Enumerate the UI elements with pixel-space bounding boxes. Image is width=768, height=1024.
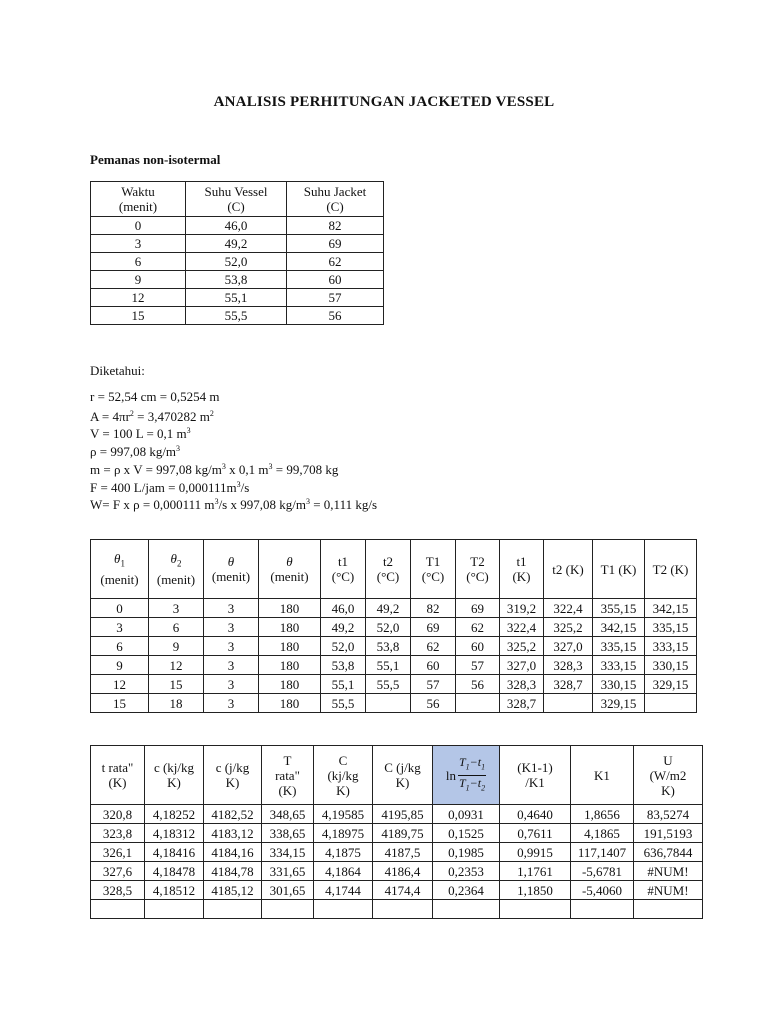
column-header: θ (menit) [204,540,259,599]
table-cell: 18 [149,694,204,713]
table-cell: 3 [149,599,204,618]
table-cell: 69 [287,235,384,253]
table-cell: 327,0 [544,637,593,656]
table-cell: 15 [91,307,186,325]
table-cell: 342,15 [645,599,697,618]
table-cell: 0,2364 [433,881,500,900]
table-cell: 327,0 [500,656,544,675]
table-cell: 0,4640 [500,805,571,824]
table-cell: 320,8 [91,805,145,824]
table-cell: 4183,12 [204,824,262,843]
column-header: T2 (°C) [456,540,500,599]
table-cell: 3 [91,235,186,253]
known-line-rho: ρ = 997,08 $kg/m^3$ [90,444,181,459]
table-cell [645,694,697,713]
column-header: t rata" (K) [91,746,145,805]
table-cell: -5,6781 [571,862,634,881]
table-cell: 180 [259,599,321,618]
column-header: θ (menit) [259,540,321,599]
table-cell: 326,1 [91,843,145,862]
table-cell: 348,65 [262,805,314,824]
table-cell: 328,7 [544,675,593,694]
table-cell: 49,2 [186,235,287,253]
table-cell: 4186,4 [373,862,433,881]
table-cell: 327,6 [91,862,145,881]
table-cell: 55,1 [366,656,411,675]
table-cell: 3 [204,599,259,618]
table-cell: 180 [259,637,321,656]
table-cell: 335,15 [645,618,697,637]
known-line-w: W= F x ρ = 0,000111 $m^3/s$ x 997,08 $kg/m^3 = 0,111$ kg/s [90,497,378,512]
table-cell: 57 [456,656,500,675]
table-cell: 12 [149,656,204,675]
table-cell: 636,7844 [634,843,703,862]
table-row [91,289,384,307]
table-row [91,900,703,919]
known-line-v: V = 100 L = 0,1 $m^3$ [90,426,191,441]
table-cell [91,900,145,919]
column-header: U (W/m2 K) [634,746,703,805]
table-cell: 117,1407 [571,843,634,862]
column-header: c (kj/kg K) [145,746,204,805]
table-cell: 325,2 [544,618,593,637]
table-cell: 62 [411,637,456,656]
table-cell: 331,65 [262,862,314,881]
table-cell: 3 [204,618,259,637]
table-cell: 325,2 [500,637,544,656]
table-cell: 53,8 [366,637,411,656]
table-cell: 4195,85 [373,805,433,824]
table-cell: 0,1525 [433,824,500,843]
table-cell: 329,15 [593,694,645,713]
table-cell: 3 [204,656,259,675]
table-cell [433,900,500,919]
table-cell: 334,15 [262,843,314,862]
known-line-m: m = ρ x V = 997,08 $kg/m^3$ x 0,1 $m^3 = 99,708$ kg [90,462,339,477]
table-row [91,217,384,235]
table-cell: 6 [149,618,204,637]
column-header: $\theta_2$ (menit) [149,540,204,599]
table-cell: 329,15 [645,675,697,694]
table-cell: 328,3 [544,656,593,675]
table-cell: 0 [91,599,149,618]
table-cell: 69 [411,618,456,637]
table-cell: 52,0 [321,637,366,656]
table-cell: 60 [287,271,384,289]
table-cell: 330,15 [593,675,645,694]
table-cell: 0 [91,217,186,235]
table-row [91,881,703,900]
section-subtitle: Pemanas non-isotermal [90,152,221,167]
table-cell: 55,5 [321,694,366,713]
known-line-a: $A = 4\pi r^2 = 3,470282$ $m^2$ [90,409,214,424]
table-cell: 4184,16 [204,843,262,862]
table-cell: 322,4 [544,599,593,618]
table-cell: 3 [91,618,149,637]
table-cell: 9 [91,656,149,675]
table-cell: 9 [91,271,186,289]
table-cell: 4,18252 [145,805,204,824]
table-cell [500,900,571,919]
header-suhu-jacket: Suhu Jacket (C) [287,182,384,217]
table-cell: 4,18416 [145,843,204,862]
table-row [91,656,697,675]
ln-fraction: $\frac{T_1-t_1}{T_1-t_2}$ [458,755,486,792]
table-cell: 1,1761 [500,862,571,881]
header-suhu-vessel: Suhu Vessel (C) [186,182,287,217]
table-cell: 49,2 [321,618,366,637]
table-cell: 52,0 [366,618,411,637]
table-cell [314,900,373,919]
table-cell: 335,15 [593,637,645,656]
table-cell: 52,0 [186,253,287,271]
table-row [91,271,384,289]
table-cell: 62 [287,253,384,271]
table-row [91,307,384,325]
table-cell: 191,5193 [634,824,703,843]
table-cell: 82 [287,217,384,235]
table-header-row [91,182,384,217]
table-cell: 338,65 [262,824,314,843]
table-cell: 9 [149,637,204,656]
column-header: t2 (°C) [366,540,411,599]
table-row [91,862,703,881]
table-cell: 55,1 [321,675,366,694]
column-header: t2 (K) [544,540,593,599]
column-header: (K1-1) /K1 [500,746,571,805]
table-row [91,253,384,271]
table-cell: 180 [259,618,321,637]
table-cell: 46,0 [186,217,287,235]
table-row [91,618,697,637]
known-line-r: r = 52,54 cm = 0,5254 m [90,389,220,404]
calculation-table-2 [90,745,703,919]
table-row [91,694,697,713]
table-cell: 6 [91,253,186,271]
column-header: C (j/kg K) [373,746,433,805]
table-cell [544,694,593,713]
table-cell: 4,18478 [145,862,204,881]
table-cell: 328,5 [91,881,145,900]
table-cell [366,694,411,713]
table-cell: 355,15 [593,599,645,618]
table-cell: 60 [456,637,500,656]
table-cell: 4,1865 [571,824,634,843]
table-cell: 3 [204,675,259,694]
table-cell [262,900,314,919]
table-header-row [91,540,697,599]
table-cell [634,900,703,919]
column-header: T rata" (K) [262,746,314,805]
table-cell: 342,15 [593,618,645,637]
column-header: K1 [571,746,634,805]
table-cell [373,900,433,919]
table-row [91,599,697,618]
table-row [91,843,703,862]
table-cell: #NUM! [634,862,703,881]
table-cell: 56 [411,694,456,713]
table-cell: 82 [411,599,456,618]
table-cell: 4,1744 [314,881,373,900]
table-cell: 323,8 [91,824,145,843]
table-row [91,637,697,656]
table-cell: 55,5 [186,307,287,325]
header-waktu: Waktu (menit) [91,182,186,217]
table-cell: 12 [91,289,186,307]
table-cell: 46,0 [321,599,366,618]
table-cell: 56 [456,675,500,694]
table-cell: 55,5 [366,675,411,694]
column-header: T2 (K) [645,540,697,599]
table-cell: 0,1985 [433,843,500,862]
table-cell [571,900,634,919]
table-cell: 69 [456,599,500,618]
column-header: T1 (°C) [411,540,456,599]
table-cell: 0,9915 [500,843,571,862]
table-cell [204,900,262,919]
table-cell [456,694,500,713]
table-cell: 301,65 [262,881,314,900]
table-cell: 330,15 [645,656,697,675]
table-cell: 4,18975 [314,824,373,843]
table-cell: 0,2353 [433,862,500,881]
table-cell: 4185,12 [204,881,262,900]
column-header: t1 (°C) [321,540,366,599]
column-header: C (kj/kg K) [314,746,373,805]
table-row [91,675,697,694]
table-cell: 1,8656 [571,805,634,824]
table-cell: 3 [204,637,259,656]
table-cell [145,900,204,919]
table-cell: 12 [91,675,149,694]
table-header-row [91,746,703,805]
column-header: c (j/kg K) [204,746,262,805]
table-cell: 328,7 [500,694,544,713]
table-cell: 0,0931 [433,805,500,824]
table-cell: 4,18512 [145,881,204,900]
table-cell: 333,15 [593,656,645,675]
column-header: T1 (K) [593,540,645,599]
table-cell: 3 [204,694,259,713]
table-cell: 328,3 [500,675,544,694]
table-cell: -5,4060 [571,881,634,900]
table-cell: 180 [259,694,321,713]
table-cell: 4184,78 [204,862,262,881]
table-cell: 56 [287,307,384,325]
table-cell: 53,8 [321,656,366,675]
table-cell: 49,2 [366,599,411,618]
table-cell: 83,5274 [634,805,703,824]
table-cell: 15 [149,675,204,694]
table-cell: 15 [91,694,149,713]
ln-ratio-header: ln $\frac{T_1-t_1}{T_1-t_2}$ [433,746,500,805]
table-cell: 62 [456,618,500,637]
table-cell: 4189,75 [373,824,433,843]
table-row [91,805,703,824]
table-row [91,824,703,843]
table-cell: 4,1864 [314,862,373,881]
known-line-f: F = 400 $L/jam = 0,000111m^3/s$ [90,480,250,495]
table-cell: 57 [411,675,456,694]
table-cell: 6 [91,637,149,656]
table-cell: 4,1875 [314,843,373,862]
table-cell: 180 [259,656,321,675]
table-cell: 322,4 [500,618,544,637]
table-cell: 4,19585 [314,805,373,824]
table-cell: 55,1 [186,289,287,307]
calculation-table-1 [90,539,697,713]
table-cell: 4187,5 [373,843,433,862]
column-header: t1 (K) [500,540,544,599]
table-cell: 4174,4 [373,881,433,900]
table-cell: 1,1850 [500,881,571,900]
temperature-table [90,181,384,325]
table-cell: 4,18312 [145,824,204,843]
table-row [91,235,384,253]
table-cell: 319,2 [500,599,544,618]
table-cell: 53,8 [186,271,287,289]
table-cell: 57 [287,289,384,307]
column-header: $\theta_1$ (menit) [91,540,149,599]
table-cell: 0,7611 [500,824,571,843]
document-title: ANALISIS PERHITUNGAN JACKETED VESSEL [213,94,555,110]
table-cell: #NUM! [634,881,703,900]
table-cell: 60 [411,656,456,675]
table-cell: 333,15 [645,637,697,656]
table-cell: 4182,52 [204,805,262,824]
known-label: Diketahui: [90,363,145,378]
table-cell: 180 [259,675,321,694]
